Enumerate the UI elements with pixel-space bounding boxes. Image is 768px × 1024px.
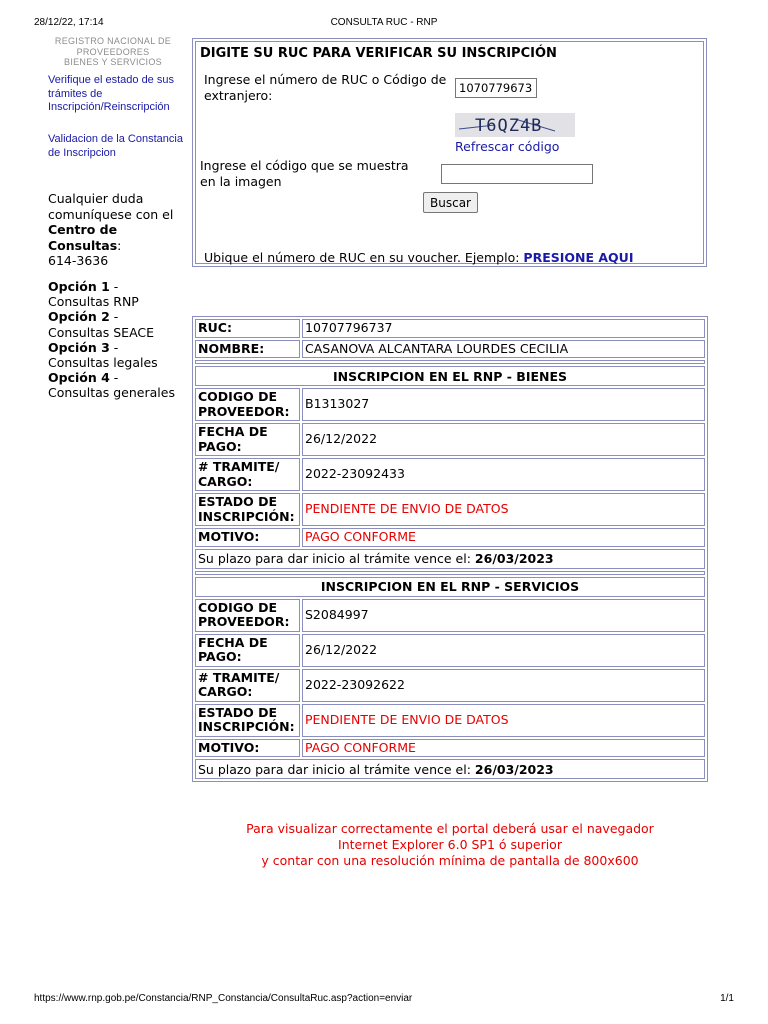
table-row xyxy=(195,366,705,386)
captcha-field-label: Ingrese el código que se muestra en la imagen xyxy=(200,158,409,189)
notice-line: y contar con una resolución mínima de pantalla de 800x600 xyxy=(261,853,639,868)
option-key: Opción 2 xyxy=(48,309,110,325)
form-inner-border xyxy=(195,41,704,264)
spacer-cell xyxy=(195,571,705,575)
ruc-value: 10707796737 xyxy=(302,319,705,338)
table-row xyxy=(195,388,705,421)
state-label: ESTADO DE INSCRIPCIÓN: xyxy=(195,493,300,526)
results-table xyxy=(192,316,708,782)
table-row xyxy=(195,704,705,737)
payment-date-value: 26/12/2022 xyxy=(302,423,705,456)
payment-date-label: FECHA DE PAGO: xyxy=(195,423,300,456)
option-item: Opción 2 - xyxy=(48,309,119,325)
org-name-line: PROVEEDORES xyxy=(76,46,150,57)
deadline-date: 26/03/2023 xyxy=(474,551,554,566)
notice-line: Para visualizar correctamente el portal deberá usar el navegador xyxy=(246,821,654,836)
table-spacer xyxy=(195,360,705,364)
provider-code-label: CODIGO DE PROVEEDOR: xyxy=(195,599,300,632)
deadline-cell xyxy=(195,759,705,779)
spacer-cell xyxy=(195,360,705,364)
ruc-label: RUC: xyxy=(195,319,300,338)
contact-center: Centro de Consultas xyxy=(48,222,118,253)
contact-info xyxy=(48,191,180,269)
tramite-value: 2022-23092622 xyxy=(302,669,705,702)
captcha-text: T6QZ4B xyxy=(475,116,543,136)
table-row xyxy=(195,549,705,569)
reason-label: MOTIVO: xyxy=(195,528,300,547)
option-key: Opción 1 xyxy=(48,279,110,294)
tramite-label: # TRAMITE/ CARGO: xyxy=(195,458,300,491)
table-row xyxy=(195,669,705,702)
state-label: ESTADO DE INSCRIPCIÓN: xyxy=(195,704,300,737)
form-title: DIGITE SU RUC PARA VERIFICAR SU INSCRIPCIÓN xyxy=(200,46,557,61)
org-name-line: REGISTRO NACIONAL DE xyxy=(54,36,172,46)
reason-value: PAGO CONFORME xyxy=(302,739,705,758)
reason-value: PAGO CONFORME xyxy=(302,528,705,547)
table-row xyxy=(195,634,705,667)
option-label: Consultas SEACE xyxy=(48,324,155,340)
table-row xyxy=(195,577,705,597)
option-label: Consultas legales xyxy=(48,355,158,371)
deadline-text: Su plazo para dar inicio al trámite vence el: xyxy=(198,761,471,777)
voucher-hint-text: Ubique el número de RUC en su voucher. Ejemplo: xyxy=(204,250,520,265)
print-url: https://www.rnp.gob.pe/Constancia/RNP_Constancia/ConsultaRuc.asp?action=enviar xyxy=(34,993,413,1004)
table-row xyxy=(195,340,705,359)
print-timestamp: 28/12/22, 17:14 xyxy=(34,17,104,28)
table-row xyxy=(195,319,705,338)
voucher-example-link[interactable]: PRESIONE AQUI xyxy=(523,250,634,265)
payment-date-label: FECHA DE PAGO: xyxy=(195,634,300,667)
table-row xyxy=(195,599,705,632)
deadline-text: Su plazo para dar inicio al trámite vence el: xyxy=(198,551,471,566)
option-item: Opción 4 - xyxy=(48,370,119,386)
provider-code-value: S2084997 xyxy=(302,599,705,632)
name-value: CASANOVA ALCANTARA LOURDES CECILIA xyxy=(302,340,705,359)
ruc-input[interactable] xyxy=(455,78,537,98)
option-key: Opción 3 xyxy=(48,339,110,355)
print-header xyxy=(34,17,734,31)
provider-code-value: B1313027 xyxy=(302,388,705,421)
table-row xyxy=(195,423,705,456)
verify-status-link[interactable]: Verifique el estado de sus trámites de Inscripción/Reinscripción xyxy=(48,74,174,113)
captcha-input[interactable] xyxy=(441,164,593,184)
print-footer xyxy=(34,993,734,1007)
tramite-label: # TRAMITE/ CARGO: xyxy=(195,669,300,702)
refresh-captcha-link[interactable]: Refrescar código xyxy=(455,139,560,154)
table-row xyxy=(195,528,705,547)
captcha-image xyxy=(455,113,575,137)
state-value: PENDIENTE DE ENVIO DE DATOS xyxy=(302,493,705,526)
option-item: Opción 3 - xyxy=(48,339,119,355)
contact-intro: Cualquier duda comuníquese con el xyxy=(48,191,174,222)
section-title-servicios: INSCRIPCION EN EL RNP - SERVICIOS xyxy=(195,577,705,597)
search-button[interactable]: Buscar xyxy=(423,192,478,213)
name-label: NOMBRE: xyxy=(195,340,300,359)
org-name xyxy=(48,36,178,68)
option-key: Opción 4 xyxy=(48,370,110,386)
contact-phone: 614-3636 xyxy=(48,253,109,268)
ruc-field-label: Ingrese el número de RUC o Código de extranjero: xyxy=(204,72,447,103)
print-title: CONSULTA RUC - RNP xyxy=(330,17,438,28)
table-row xyxy=(195,458,705,491)
option-item: Opción 1 - xyxy=(48,279,119,294)
table-spacer xyxy=(195,571,705,575)
results-panel xyxy=(192,316,708,782)
table-row xyxy=(195,493,705,526)
contact-options xyxy=(48,279,175,401)
option-label: Consultas generales xyxy=(48,385,175,401)
reason-label: MOTIVO: xyxy=(195,739,300,758)
org-name-line: BIENES Y SERVICIOS xyxy=(64,57,162,67)
voucher-hint xyxy=(204,250,633,265)
tramite-value: 2022-23092433 xyxy=(302,458,705,491)
payment-date-value: 26/12/2022 xyxy=(302,634,705,667)
browser-notice xyxy=(192,821,708,869)
section-title-bienes: INSCRIPCION EN EL RNP - BIENES xyxy=(195,366,705,386)
table-row xyxy=(195,739,705,758)
notice-line: Internet Explorer 6.0 SP1 ó superior xyxy=(338,837,562,852)
print-page-number: 1/1 xyxy=(720,993,734,1004)
deadline-date: 26/03/2023 xyxy=(474,761,554,777)
provider-code-label: CODIGO DE PROVEEDOR: xyxy=(195,388,300,421)
deadline-cell xyxy=(195,549,705,569)
option-label: Consultas RNP xyxy=(48,294,139,310)
table-row xyxy=(195,759,705,779)
state-value: PENDIENTE DE ENVIO DE DATOS xyxy=(302,704,705,737)
contact-colon: : xyxy=(117,237,122,253)
ruc-search-form xyxy=(192,38,707,267)
validate-constancia-link[interactable]: Validacion de la Constancia de Inscripcion xyxy=(48,133,183,159)
